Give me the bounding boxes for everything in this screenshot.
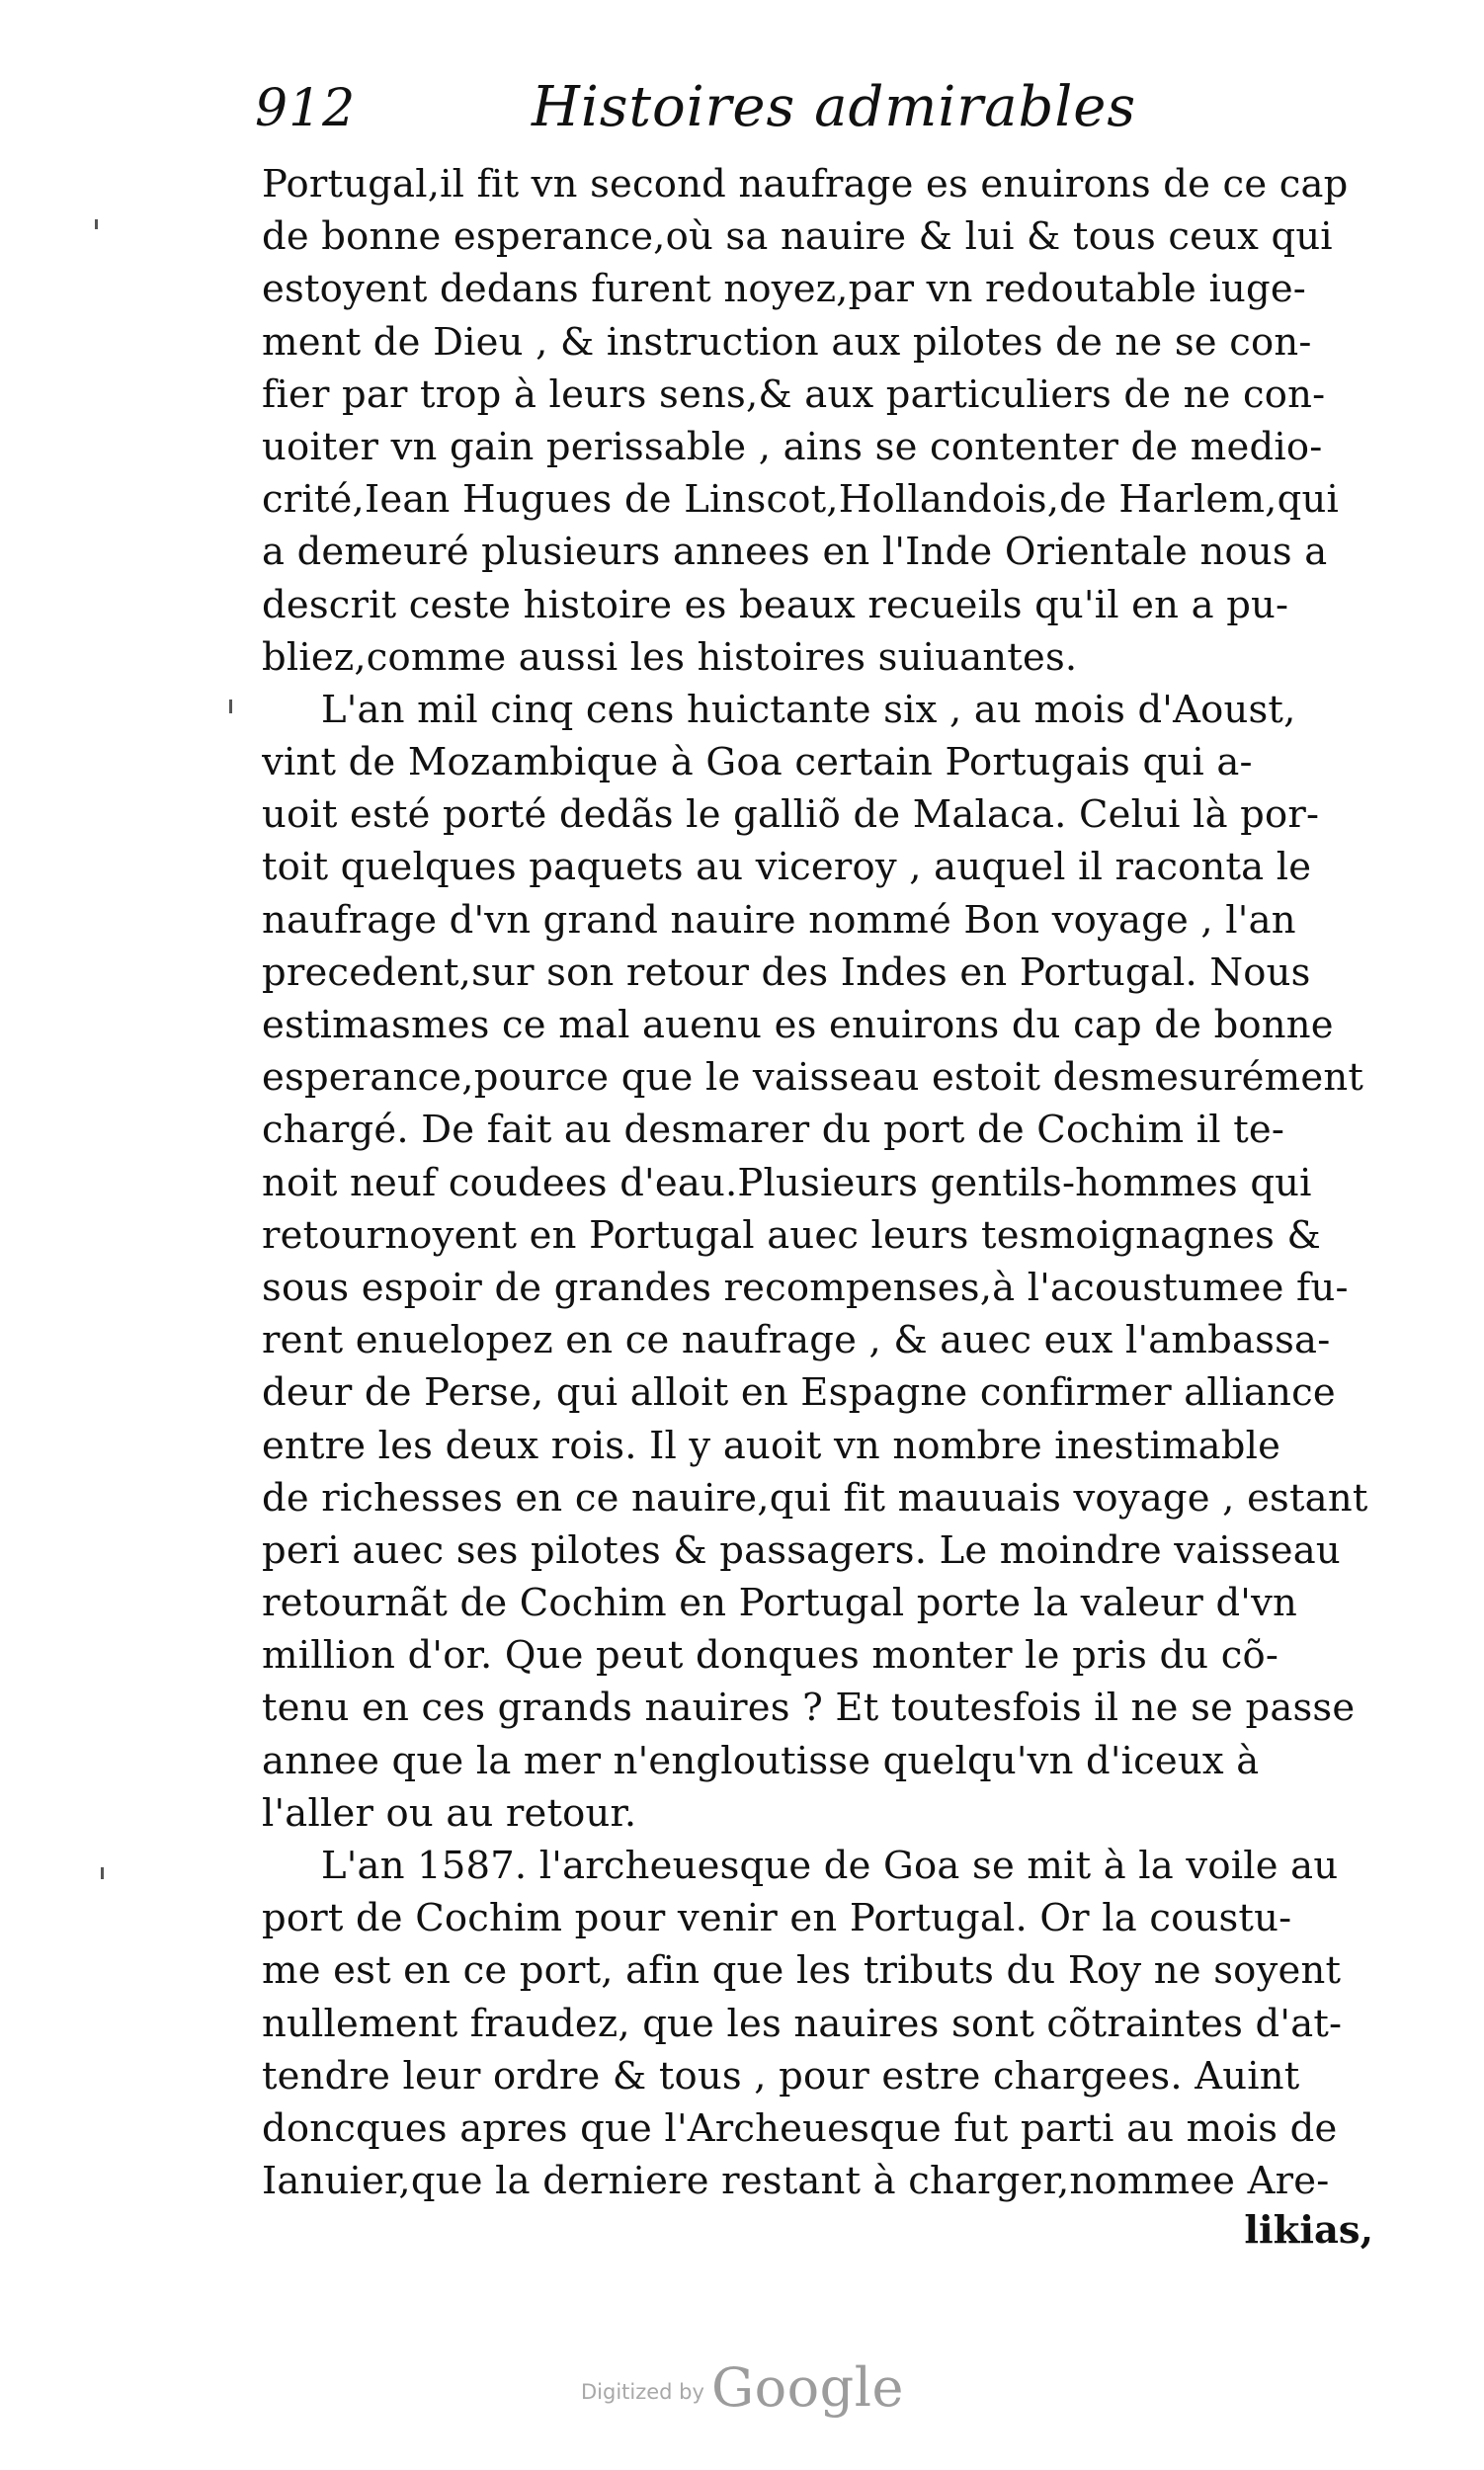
text-line: entre les deux rois. Il y auoit vn nombre inestimable	[262, 1423, 1281, 1468]
margin-mark	[229, 700, 232, 713]
text-line: tendre leur ordre & tous , pour estre chargees. Auint	[262, 2053, 1300, 2099]
text-line: de richesses en ce nauire,qui fit mauuais voyage , estant	[262, 1475, 1368, 1521]
text-line: port de Cochim pour venir en Portugal. Or la coustu-	[262, 1896, 1292, 1941]
text-line: vint de Mozambique à Goa certain Portugais qui a-	[262, 740, 1253, 785]
text-line: l'aller ou au retour.	[262, 1790, 637, 1836]
body-text	[262, 158, 1373, 2207]
text-line: Portugal,il fit vn second naufrage es enuirons de ce cap	[262, 162, 1349, 206]
text-line: fier par trop à leurs sens,& aux particuliers de ne con-	[262, 371, 1326, 417]
text-line: precedent,sur son retour des Indes en Portugal. Nous	[262, 949, 1311, 995]
text-line: sous espoir de grandes recompenses,à l'acoustumee fu-	[262, 1265, 1349, 1310]
margin-mark	[95, 219, 98, 229]
google-wordmark: Google	[711, 2356, 904, 2419]
text-line: tenu en ces grands nauires ? Et toutesfois il ne se passe	[262, 1686, 1356, 1731]
text-line: toit quelques paquets au viceroy , auquel il raconta le	[262, 845, 1312, 890]
text-line: ment de Dieu , & instruction aux pilotes de ne se con-	[262, 319, 1312, 365]
page-number: 912	[255, 79, 357, 138]
digitization-footer	[581, 2356, 917, 2419]
text-line: esperance,pource que le vaisseau estoit desmesurément	[262, 1055, 1364, 1101]
text-line: noit neuf coudees d'eau.Plusieurs gentils-hommes qui	[262, 1160, 1312, 1205]
text-line: naufrage d'vn grand nauire nommé Bon voyage , l'an	[262, 897, 1296, 943]
text-line: estimasmes ce mal auenu es enuirons du cap de bonne	[262, 1003, 1334, 1047]
text-line: million d'or. Que peut donques monter le pris du cõ-	[262, 1633, 1279, 1679]
paragraph-start-line: L'an mil cinq cens huictante six , au mois d'Aoust,	[321, 687, 1296, 732]
text-line: estoyent dedans furent noyez,par vn redoutable iuge-	[262, 267, 1307, 312]
text-line: retournoyent en Portugal auec leurs tesmoignagnes &	[262, 1212, 1321, 1258]
text-line: a demeuré plusieurs annees en l'Inde Orientale nous a	[262, 530, 1328, 575]
text-line: retournãt de Cochim en Portugal porte la valeur d'vn	[262, 1581, 1298, 1626]
text-line: annee que la mer n'engloutisse quelqu'vn d'iceux à	[262, 1738, 1260, 1783]
margin-mark	[101, 1867, 104, 1879]
text-line: nullement fraudez, que les nauires sont cõtraintes d'at-	[262, 2001, 1343, 2046]
text-line: Ianuier,que la derniere restant à charger,nommee Are-	[262, 2159, 1330, 2204]
text-line: crité,Iean Hugues de Linscot,Hollandois,de Harlem,qui	[262, 477, 1339, 523]
text-line: uoit esté porté dedãs le galliõ de Malaca. Celui là por-	[262, 792, 1320, 838]
text-line: bliez,comme aussi les histoires suiuantes.	[262, 634, 1078, 680]
catchword: likias,	[1244, 2208, 1373, 2253]
text-line: de bonne esperance,où sa nauire & lui & tous ceux qui	[262, 214, 1333, 260]
running-title: Histoires admirables	[532, 75, 1137, 139]
text-line: chargé. De fait au desmarer du port de Cochim il te-	[262, 1108, 1285, 1153]
text-line: me est en ce port, afin que les tributs du Roy ne soyent	[262, 1948, 1342, 1994]
text-line: descrit ceste histoire es beaux recueils qu'il en a pu-	[262, 582, 1289, 627]
page-header	[255, 75, 1371, 158]
paragraph-start-line: L'an 1587. l'archeuesque de Goa se mit à la voile au	[321, 1844, 1339, 1888]
text-line: deur de Perse, qui alloit en Espagne confirmer alliance	[262, 1370, 1336, 1416]
text-line: rent enuelopez en ce naufrage , & auec eux l'ambassa-	[262, 1318, 1331, 1363]
text-line: peri auec ses pilotes & passagers. Le moindre vaisseau	[262, 1527, 1341, 1573]
digitized-by-label: Digitized by	[581, 2380, 704, 2404]
text-line: uoiter vn gain perissable , ains se contenter de medio-	[262, 424, 1323, 469]
text-line: doncques apres que l'Archeuesque fut parti au mois de	[262, 2105, 1338, 2151]
